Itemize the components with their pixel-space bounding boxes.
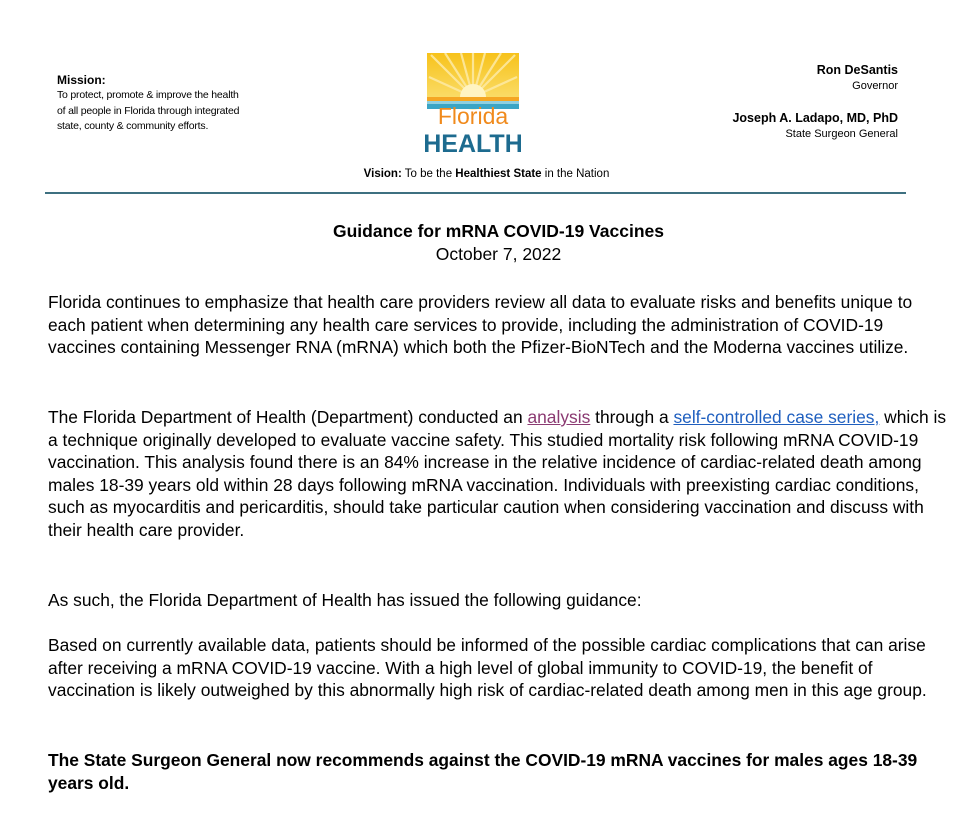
paragraph-4: Based on currently available data, patients should be informed of the possible cardiac complications that can arise after receiving a mRNA COVID-19 vaccine. With a high level of global immunity to COVID-19, the benefit of vaccination is likely outweighed by this abnormally high risk of cardiac-related death among men in this age group. [48, 635, 927, 700]
header-divider [45, 192, 906, 194]
paragraph-3: As such, the Florida Department of Health has issued the following guidance: [48, 590, 642, 610]
governor-title: Governor [852, 80, 898, 92]
officials-block [732, 62, 898, 142]
vision-statement [0, 168, 973, 180]
florida-health-logo [425, 53, 521, 156]
paragraph-2-end: which is a technique originally developed to evaluate vaccine safety. This studied mortality risk following mRNA COVID-19 vaccination. This analysis found there is an 84% increase in the relative incidence of cardiac-related death among males 18-39 years old within 28 days following mRNA vaccination. Individuals with preexisting cardiac conditions, such as myocarditis and pericarditis, should take particular caution when considering vaccination and discuss with their health care provider. [48, 407, 947, 540]
recommendation-paragraph: The State Surgeon General now recommends against the COVID-19 mRNA vaccines for males ages 18-39 years old. [48, 750, 918, 793]
mission-line-3: state, county & community efforts. [57, 120, 209, 132]
logo-florida-text: Florida [437, 103, 509, 129]
vision-text-pre: To be the [401, 168, 456, 180]
analysis-link[interactable]: analysis [527, 407, 591, 427]
paragraph-2-mid: through a [590, 407, 674, 427]
mission-block [57, 72, 272, 135]
mission-line-1: To protect, promote & improve the health [57, 89, 239, 101]
mission-label: Mission: [57, 73, 106, 87]
mission-line-2: of all people in Florida through integrated [57, 104, 240, 117]
spacer [732, 94, 898, 110]
paragraph-2-start: The Florida Department of Health (Department) conducted an [48, 407, 528, 427]
paragraph-1: Florida continues to emphasize that health care providers review all data to evaluate risks and benefits unique to each patient when determining any health care services to provide, including the administration of COVID-19 vaccines containing Messenger RNA (mRNA) which both the Pfizer-BioNTech and the Moderna vaccines utilize. [48, 292, 913, 357]
document-title: Guidance for mRNA COVID-19 Vaccines [333, 221, 664, 241]
surgeon-general-name: Joseph A. Ladapo, MD, PhD [732, 111, 898, 125]
document-date: October 7, 2022 [435, 244, 562, 264]
vision-label: Vision: [363, 168, 402, 180]
vision-text-post: in the Nation [541, 168, 610, 180]
surgeon-general-title: State Surgeon General [785, 128, 898, 140]
florida-health-logo-graphic [425, 53, 521, 156]
governor-name: Ron DeSantis [816, 63, 898, 77]
self-controlled-case-series-link[interactable]: self-controlled case series, [673, 407, 880, 427]
logo-health-text: HEALTH [425, 130, 521, 156]
paragraph-2 [48, 406, 953, 541]
vision-text-bold: Healthiest State [455, 168, 542, 180]
